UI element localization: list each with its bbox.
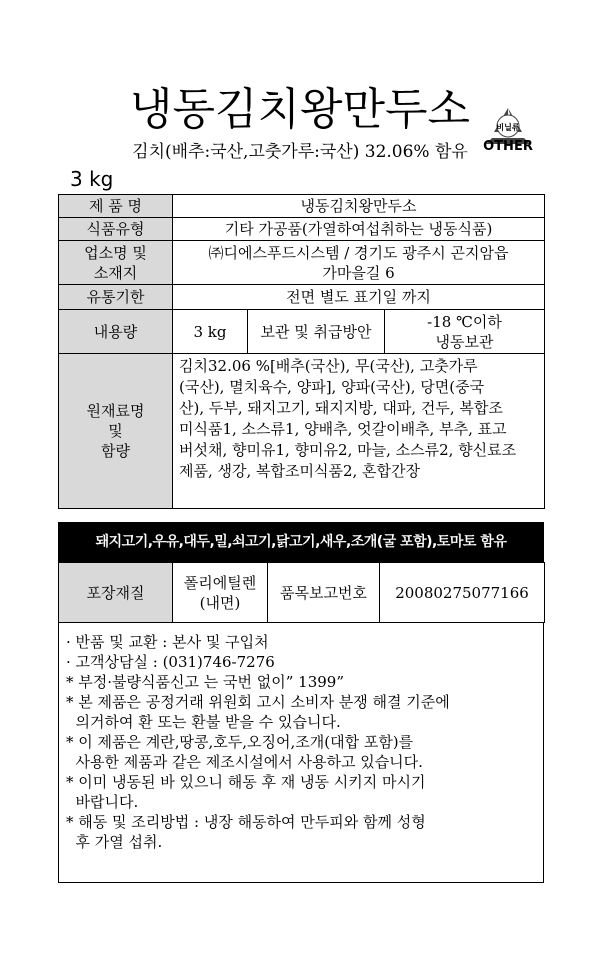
note-line: 의거하여 환 또는 환불 받을 수 있습니다. [66,713,341,731]
expiry-value: 전면 별도 표기일 까지 [173,285,545,310]
notes-list [66,632,536,852]
note-line: · 반품 및 교환 : 본사 및 구입처 [66,633,269,651]
ingredients-label-line-3: 함량 [101,442,130,460]
ingredients-value [173,354,545,509]
report-number-label: 품목보고번호 [268,563,380,623]
storage-label: 보관 및 취급방안 [248,310,385,354]
maker-line-2: 가마을길 6 [322,263,395,282]
storage-line-2: 냉동보관 [435,332,494,351]
ingredients-line: 김치32.06 %[배추(국산), 무(국산), 고춧가루 [179,357,478,375]
maker-label-line-1: 업소명 및 [84,243,147,262]
note-line: * 이미 냉동된 바 있으니 해동 후 재 냉동 시키지 마시기 [66,773,426,791]
net-weight: 3 kg [70,167,114,191]
storage-value [385,310,545,354]
ingredients-label-line-2: 및 [108,422,123,440]
packaging-material-line-1: 폴리에틸렌 [183,573,257,592]
note-line: 사용한 제품과 같은 제조시설에서 사용하고 있습니다. [66,753,423,771]
packaging-material-label: 포장재질 [59,563,173,623]
product-title: 냉동김치왕만두소 [129,84,471,135]
volume-label: 내용량 [59,310,173,354]
volume-value: 3 kg [173,310,248,354]
ingredients-line: 산), 두부, 돼지고기, 돼지지방, 대파, 건두, 복합조 [179,399,503,417]
product-name-value: 냉동김치왕만두소 [173,195,545,218]
note-line: * 본 제품은 공정거래 위원회 고시 소비자 분쟁 해결 기준에 [66,693,450,711]
kimchi-content-line: 김치(배추:국산,고춧가루:국산) 32.06% 함유 [132,142,468,162]
food-type-value: 기타 가공품(가열하여섭취하는 냉동식품) [173,218,545,241]
storage-line-1: -18 ℃이하 [427,312,502,331]
maker-value [173,241,545,285]
product-name-label: 제 품 명 [59,195,173,218]
maker-line-1: ㈜디에스푸드시스템 / 경기도 광주시 곤지암읍 [208,243,509,262]
ingredients-line: 버섯채, 향미유1, 향미유2, 마늘, 소스류2, 향신료조 [179,441,517,459]
ingredients-line: 미식품1, 소스류1, 양배추, 엇갈이배추, 부추, 표고 [179,420,507,438]
packaging-table [58,562,545,623]
packaging-material-value [173,563,268,623]
note-line: * 부정·불량식품신고 는 국번 없이” 1399” [66,673,344,691]
ingredients-line: 제품, 생강, 복합조미식품2, 혼합간장 [179,462,421,480]
note-line: 바랍니다. [66,793,139,811]
note-line: * 이 제품은 계란,땅콩,호두,오징어,조개(대합 포함)를 [66,733,414,751]
ingredients-line: (국산), 멸치육수, 양파], 양파(국산), 당면(중국 [179,378,485,396]
note-line: * 해동 및 조리방법 : 냉장 해동하여 만두피와 함께 성형 [66,813,426,831]
food-type-label: 식품유형 [59,218,173,241]
packaging-material-line-2: (내면) [199,593,241,612]
product-info-table [58,194,545,509]
maker-label [59,241,173,285]
maker-label-line-2: 소재지 [93,263,138,282]
ingredients-label-line-1: 원재료명 [86,402,145,420]
ingredients-label [59,354,173,509]
report-number-value: 20080275077166 [380,563,545,623]
note-line: · 고객상담실 : (031)746-7276 [66,653,275,671]
recycle-label: 비닐류 [496,123,520,132]
recycle-other-label: OTHER [483,139,533,154]
expiry-label: 유통기한 [59,285,173,310]
allergy-notice: 돼지고기,우유,대두,밀,쇠고기,닭고기,새우,조개(굴 포함),토마토 함유 [58,522,544,562]
note-line: 후 가열 섭취. [66,833,163,851]
